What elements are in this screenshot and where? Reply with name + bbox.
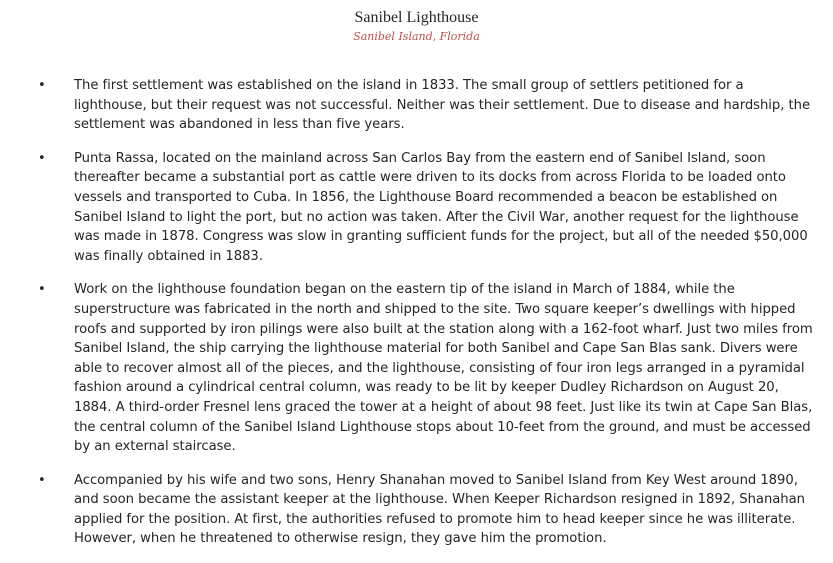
bullet-text: Punta Rassa, located on the mainland across San Carlos Bay from the eastern end of Sanibel Island, soon thereafter became a substantial port as cattle were driven to its docks from across Florida to be loaded onto vessels and transported to Cuba. In 1856, the Lighthouse Board recommended a beacon be established on Sanibel Island to light the port, but no action was taken. After the Civil War, another request for the lighthouse was made in 1878. Congress was slow in granting sufficient funds for the project, but all of the needed $50,000 was finally obtained in 1883. (74, 150, 808, 264)
bullet-text: Accompanied by his wife and two sons, Henry Shanahan moved to Sanibel Island from Key West around 1890, and soon became the assistant keeper at the lighthouse. When Keeper Richardson resigned in 1892, Shanahan applied for the position. At first, the authorities refused to promote him to head keeper since he was illiterate. However, when he threatened to otherwise resign, they gave him the promotion. (74, 472, 805, 547)
bullet-marker: • (38, 78, 46, 93)
bullet-marker: • (38, 150, 46, 166)
bullet-text: Work on the lighthouse foundation began on the eastern tip of the island in March of 1884, while the superstructure was fabricated in the north and shipped to the site. Two square keeper’s dwellings with hipped roofs and supported by iron pilings were also built at the station along with a 162-foot wharf. Just two miles from Sanibel Island, the ship carrying the lighthouse material for both Sanibel and Cape San Blas sank. Divers were able to recover almost all of the pieces, and the lighthouse, consisting of four iron legs arranged in a pyramidal fashion around a cylindrical central column, was ready to be lit by keeper Dudley Richardson on August 20, 1884. A third-order Fresnel lens graced the tower at a height of about 98 feet. Just like its twin at Cape San Blas, the central column of the Sanibel Island Lighthouse stops about 10-feet from the ground, and must be accessed by an external staircase. (74, 282, 813, 455)
bullet-list (0, 76, 833, 563)
page-title: Sanibel Lighthouse (354, 9, 479, 26)
bullet-item-punta-rassa (0, 149, 833, 267)
bullet-item-construction (0, 280, 833, 456)
bullet-item-shanahan (0, 471, 833, 549)
bullet-text: The first settlement was established on the island in 1833. The small group of settlers petitioned for a lighthouse, but their request was not successful. Neither was their settlement. Due to disease and hardship, the settlement was abandoned in less than five years. (74, 78, 811, 133)
bullet-item-first-settlement (0, 76, 833, 135)
page-subtitle: Sanibel Island, Florida (353, 30, 480, 43)
bullet-marker: • (38, 472, 46, 488)
bullet-marker: • (38, 282, 46, 298)
slide-header (0, 0, 833, 44)
